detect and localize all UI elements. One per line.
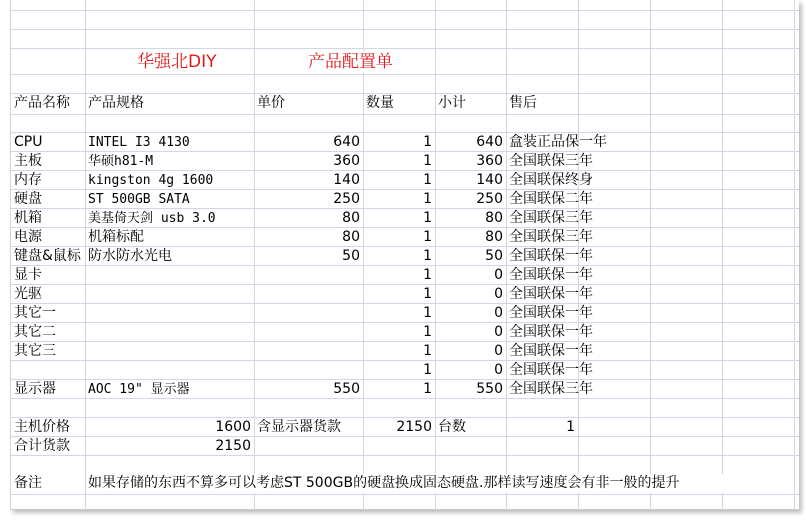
with-monitor-label: 含显示器货款: [257, 419, 341, 435]
item-subtotal: 0: [494, 267, 503, 283]
item-spec: 华硕h81-M: [88, 154, 154, 169]
item-price: [254, 342, 360, 361]
item-spec: AOC 19" 显示器: [88, 382, 190, 397]
item-subtotal: 0: [494, 343, 503, 359]
item-subtotal: 0: [494, 362, 503, 378]
item-price: [254, 266, 360, 285]
item-subtotal: 50: [485, 248, 503, 264]
item-service: 全国联保一年: [509, 305, 593, 321]
item-name: 显卡: [14, 267, 42, 283]
item-name: 其它一: [14, 305, 56, 321]
item-price: [254, 285, 360, 304]
host-price-label: 主机价格: [14, 419, 70, 435]
item-name: 键盘&鼠标: [14, 248, 81, 264]
item-qty: 1: [423, 381, 432, 397]
spreadsheet[interactable]: [10, 0, 799, 510]
item-service: 全国联保三年: [509, 229, 593, 245]
item-service: 全国联保一年: [509, 343, 593, 359]
item-qty: 1: [423, 286, 432, 302]
item-name: 其它二: [14, 324, 56, 340]
item-service: 全国联保三年: [509, 153, 593, 169]
item-service: 盒装正品保一年: [509, 134, 607, 150]
units-label: 台数: [438, 419, 466, 435]
item-subtotal: 140: [476, 172, 503, 188]
note-text: 如果存储的东西不算多可以考虑ST 500GB的硬盘换成固态硬盘.那样读写速度会有非一般的提升: [88, 474, 792, 493]
item-qty: 1: [423, 305, 432, 321]
item-name: 其它三: [14, 343, 56, 359]
header-subtotal: 小计: [438, 95, 466, 111]
item-spec: ST 500GB SATA: [88, 192, 190, 207]
item-subtotal: 80: [485, 229, 503, 245]
item-name: 主板: [14, 153, 42, 169]
item-service: 全国联保一年: [509, 248, 593, 264]
header-price: 单价: [257, 95, 285, 111]
item-subtotal: 250: [476, 191, 503, 207]
item-price: 360: [333, 153, 360, 169]
header-qty: 数量: [366, 95, 394, 111]
item-name: 硬盘: [14, 191, 42, 207]
item-subtotal: 0: [494, 324, 503, 340]
item-qty: 1: [423, 362, 432, 378]
title-left: 华强北DIY: [137, 51, 249, 73]
item-name: 内存: [14, 172, 42, 188]
item-qty: 1: [423, 191, 432, 207]
item-spec: INTEL I3 4130: [88, 135, 190, 150]
item-name: 光驱: [14, 286, 42, 302]
item-spec: 美基倚天剑 usb 3.0: [88, 211, 216, 226]
item-service: 全国联保一年: [509, 267, 593, 283]
item-spec: 防水防水光电: [88, 248, 172, 264]
item-price: 250: [333, 191, 360, 207]
item-qty: 1: [423, 134, 432, 150]
item-subtotal: 640: [476, 134, 503, 150]
item-subtotal: 0: [494, 286, 503, 302]
item-price: 80: [342, 210, 360, 226]
item-price: 50: [342, 248, 360, 264]
note-label: 备注: [14, 475, 42, 491]
item-price: 550: [333, 381, 360, 397]
item-name: 电源: [14, 229, 42, 245]
item-name: 显示器: [14, 381, 56, 397]
title-right: 产品配置单: [308, 51, 418, 73]
item-qty: 1: [423, 248, 432, 264]
item-subtotal: 0: [494, 305, 503, 321]
item-price: [254, 304, 360, 323]
item-spec: 机箱标配: [88, 229, 144, 245]
item-qty: 1: [423, 153, 432, 169]
host-price-value: 1600: [215, 419, 251, 435]
item-subtotal: 550: [476, 381, 503, 397]
item-price: 80: [342, 229, 360, 245]
item-qty: 1: [423, 343, 432, 359]
item-subtotal: 360: [476, 153, 503, 169]
units-value: 1: [566, 419, 575, 435]
item-service: 全国联保一年: [509, 324, 593, 340]
header-spec: 产品规格: [88, 95, 144, 111]
item-price: [254, 361, 360, 380]
item-service: 全国联保三年: [509, 381, 593, 397]
item-service: 全国联保终身: [509, 172, 593, 188]
item-price: 640: [333, 134, 360, 150]
item-price: 140: [333, 172, 360, 188]
item-subtotal: 80: [485, 210, 503, 226]
item-qty: 1: [423, 172, 432, 188]
item-name: CPU: [14, 134, 43, 150]
item-qty: 1: [423, 267, 432, 283]
item-qty: 1: [423, 229, 432, 245]
total-label: 合计货款: [14, 438, 70, 454]
item-spec: kingston 4g 1600: [88, 173, 214, 188]
item-price: [254, 323, 360, 342]
item-name: 机箱: [14, 210, 42, 226]
item-service: 全国联保三年: [509, 210, 593, 226]
item-qty: 1: [423, 324, 432, 340]
header-service: 售后: [509, 95, 537, 111]
total-value: 2150: [215, 438, 251, 454]
item-service: 全国联保一年: [509, 362, 593, 378]
with-monitor-value: 2150: [396, 419, 432, 435]
item-qty: 1: [423, 210, 432, 226]
header-name: 产品名称: [14, 95, 70, 111]
item-service: 全国联保一年: [509, 286, 593, 302]
item-service: 全国联保二年: [509, 191, 593, 207]
